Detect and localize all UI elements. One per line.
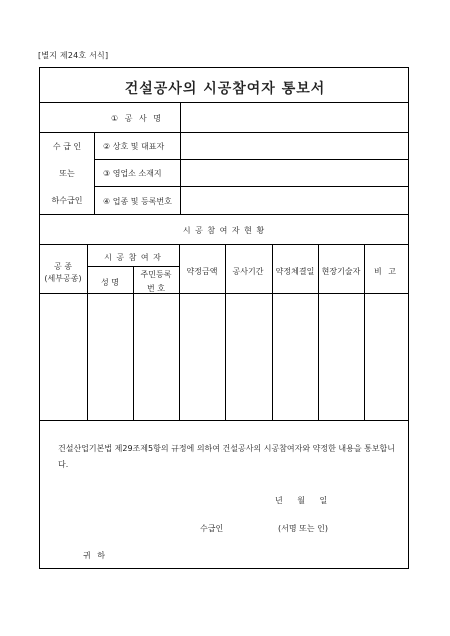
project-name-label: ① 공 사 명 bbox=[111, 114, 163, 123]
section-title: 시 공 참 여 자 현 황 bbox=[182, 226, 266, 235]
divider bbox=[40, 132, 408, 133]
header-participant: 시 공 참 여 자 bbox=[104, 253, 162, 262]
divider bbox=[272, 244, 273, 420]
header-site-engineer: 현장기술자 bbox=[321, 267, 361, 276]
addressee: 귀 하 bbox=[83, 551, 107, 560]
header-work-type-sub: (세부공종) bbox=[44, 274, 82, 283]
divider bbox=[94, 159, 408, 160]
contractor-label: 또는 bbox=[59, 169, 75, 178]
header-construction-period: 공사기간 bbox=[232, 267, 264, 276]
header-contract-date: 약정체결일 bbox=[275, 267, 315, 276]
contractor-label: 하수급인 bbox=[51, 196, 83, 205]
divider bbox=[40, 244, 408, 245]
notification-form bbox=[39, 67, 409, 569]
divider bbox=[180, 102, 181, 214]
signature-note: (서명 또는 인) bbox=[278, 524, 328, 533]
registration-label: ④ 업종 및 등록번호 bbox=[103, 197, 172, 206]
divider bbox=[94, 186, 408, 187]
divider bbox=[179, 244, 180, 420]
contractor-label: 수 급 인 bbox=[52, 142, 82, 151]
divider bbox=[40, 293, 408, 294]
signer-label: 수급인 bbox=[200, 524, 224, 533]
header-contract-amount: 약정금액 bbox=[186, 267, 218, 276]
divider bbox=[87, 244, 88, 420]
divider bbox=[40, 420, 408, 421]
header-remarks: 비 고 bbox=[374, 267, 398, 276]
header-work-type: 공 종 bbox=[54, 262, 72, 271]
divider bbox=[94, 132, 95, 214]
date-line: 년 월 일 bbox=[275, 496, 328, 505]
form-number-label: [별지 제24호 서식] bbox=[38, 51, 109, 60]
trade-name-label: ② 상호 및 대표자 bbox=[103, 142, 165, 151]
divider bbox=[364, 244, 365, 420]
header-resident-number: 번 호 bbox=[147, 284, 165, 293]
header-resident-number: 주민등록 bbox=[140, 270, 172, 279]
divider bbox=[225, 244, 226, 420]
divider bbox=[40, 102, 408, 103]
form-title: 건설공사의 시공참여자 통보서 bbox=[124, 81, 326, 97]
divider bbox=[318, 244, 319, 420]
notification-statement: 건설산업기본법 제29조제5항의 규정에 의하여 건설공사의 시공참여자와 약정한 내용을 통보합니다. bbox=[58, 444, 396, 469]
divider bbox=[40, 214, 408, 215]
header-name: 성 명 bbox=[101, 278, 119, 287]
divider bbox=[133, 266, 134, 420]
business-address-label: ③ 영업소 소재지 bbox=[103, 169, 162, 178]
